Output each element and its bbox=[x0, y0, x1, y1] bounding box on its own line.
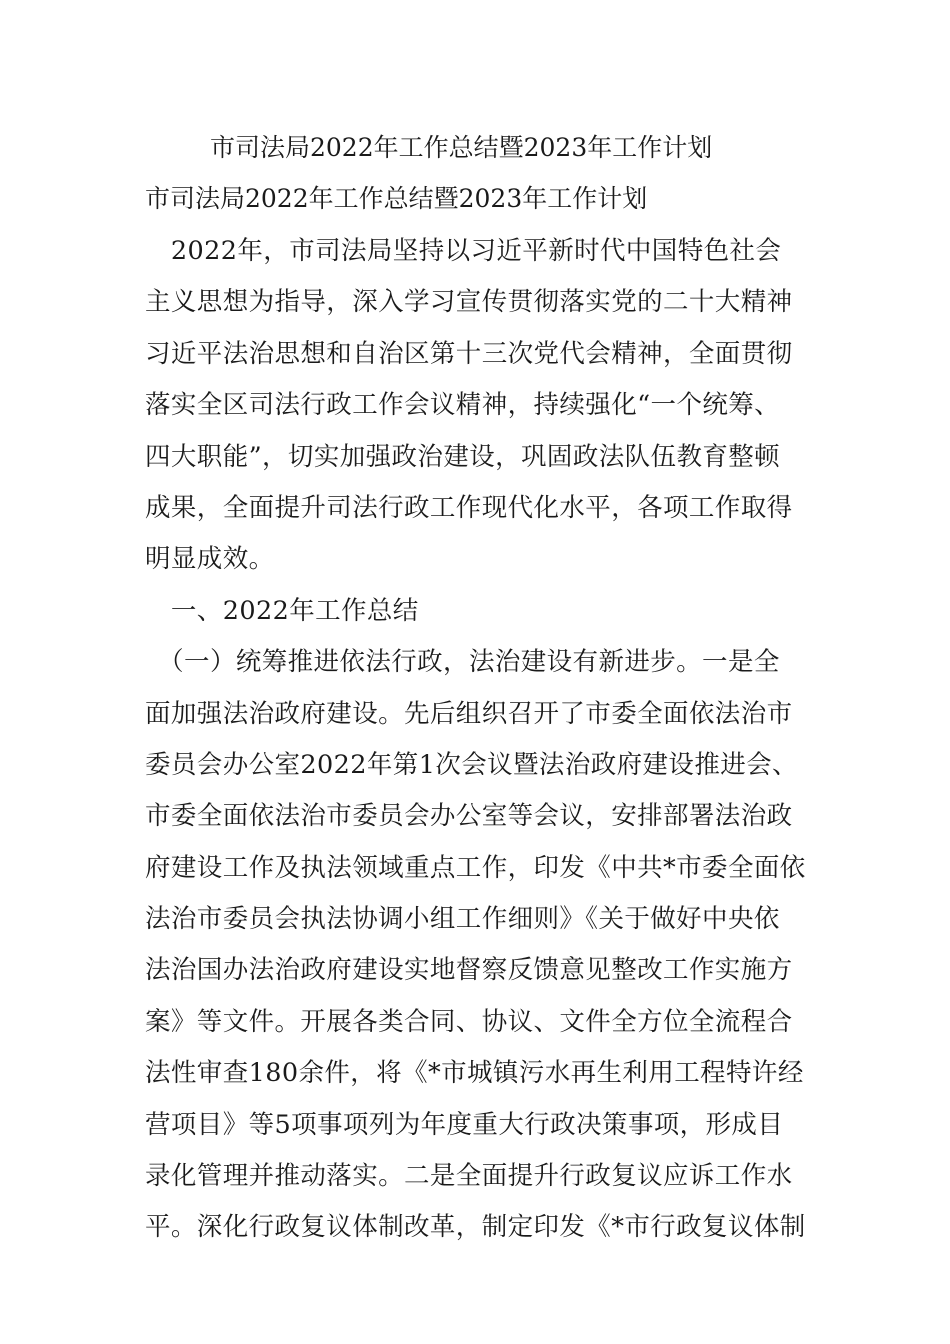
paragraph-line: 市委全面依法治市委员会办公室等会议，安排部署法治政 bbox=[145, 801, 793, 832]
document-title-centered: 市司法局2022年工作总结暨2023年工作计划 bbox=[210, 133, 713, 162]
paragraph-line: 习近平法治思想和自治区第十三次党代会精神，全面贯彻 bbox=[145, 338, 793, 369]
paragraph-line: 府建设工作及执法领域重点工作，印发《中共*市委全面依 bbox=[145, 852, 806, 883]
paragraph-line: 2022年，市司法局坚持以习近平新时代中国特色社会 bbox=[145, 236, 782, 266]
paragraph-line: （一）统筹推进依法行政，法治建设有新进步。一是全 bbox=[145, 647, 780, 678]
document-body bbox=[145, 232, 850, 1260]
paragraph-line: 法治市委员会执法协调小组工作细则》《关于做好中央依 bbox=[145, 904, 780, 935]
paragraph-line: 法性审查180余件，将《*市城镇污水再生利用工程特许经 bbox=[145, 1058, 804, 1089]
paragraph-line: 录化管理并推动落实。二是全面提升行政复议应诉工作水 bbox=[145, 1161, 793, 1192]
paragraph-line: 案》等文件。开展各类合同、协议、文件全方位全流程合 bbox=[145, 1006, 793, 1037]
paragraph-line: 明显成效。 bbox=[145, 544, 275, 575]
paragraph-line: 落实全区司法行政工作会议精神，持续强化“一个统筹、 bbox=[145, 390, 781, 421]
paragraph-line: 面加强法治政府建设。先后组织召开了市委全面依法治市 bbox=[145, 698, 793, 729]
paragraph-line: 法治国办法治政府建设实地督察反馈意见整改工作实施方 bbox=[145, 955, 793, 986]
paragraph-line: 平。深化行政复议体制改革，制定印发《*市行政复议体制 bbox=[145, 1212, 806, 1243]
paragraph-line: 主义思想为指导，深入学习宣传贯彻落实党的二十大精神 bbox=[145, 287, 793, 318]
section-heading: 一、2022年工作总结 bbox=[145, 595, 419, 626]
paragraph-line: 四大职能”，切实加强政治建设，巩固政法队伍教育整顿 bbox=[145, 441, 781, 472]
document-title-left: 市司法局2022年工作总结暨2023年工作计划 bbox=[145, 184, 648, 213]
paragraph-line: 成果，全面提升司法行政工作现代化水平，各项工作取得 bbox=[145, 492, 793, 523]
paragraph-line: 营项目》等5项事项列为年度重大行政决策事项，形成目 bbox=[145, 1109, 784, 1140]
paragraph-line: 委员会办公室2022年第1次会议暨法治政府建设推进会、 bbox=[145, 749, 798, 780]
